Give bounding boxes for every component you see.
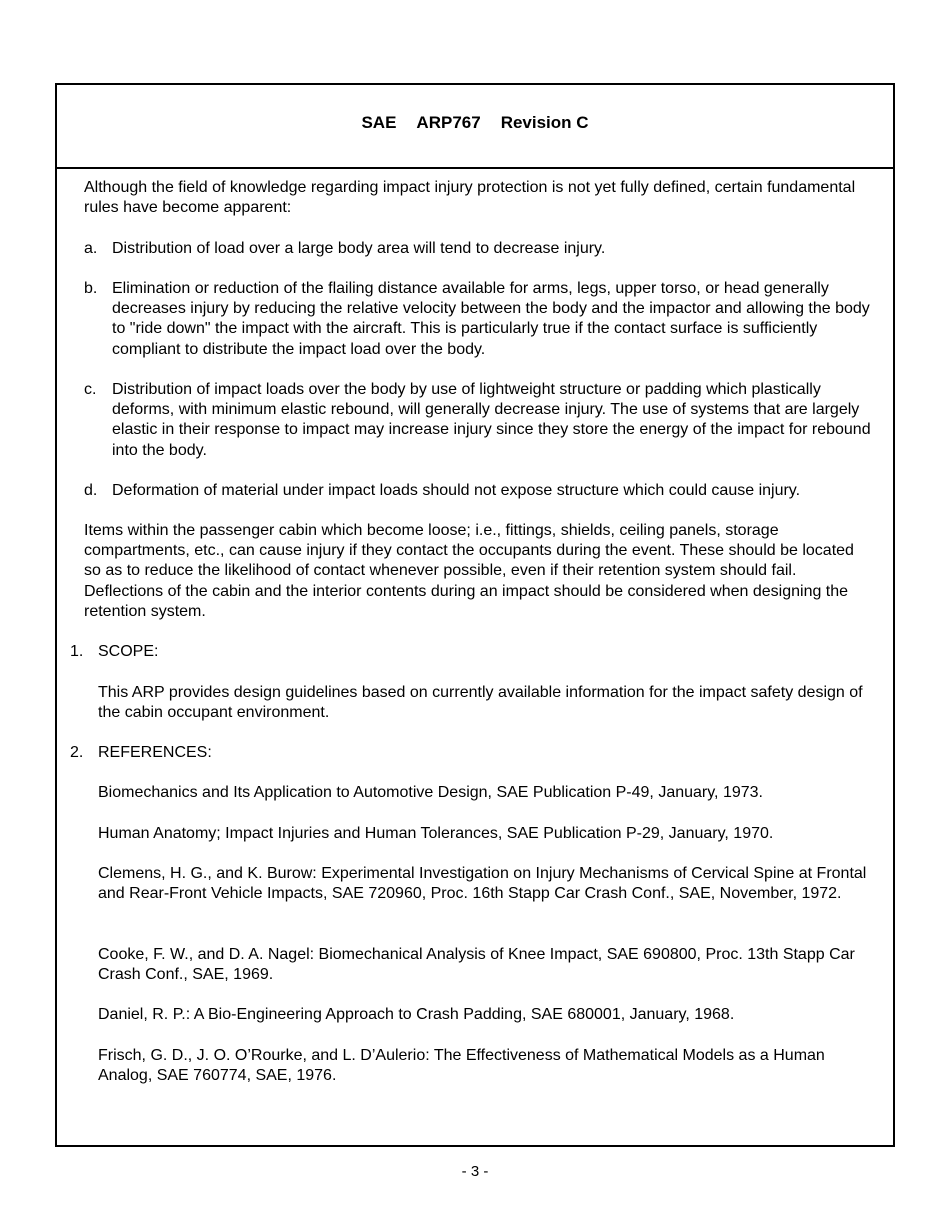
header-doc-number: ARP767 — [416, 113, 481, 132]
rule-marker: a. — [84, 240, 98, 257]
section-title: SCOPE: — [98, 643, 159, 660]
reference-item: Daniel, R. P.: A Bio-Engineering Approach to Crash Padding, SAE 680001, January, 1968. — [98, 1006, 735, 1023]
rule-text: Deformation of material under impact loads should not expose structure which could cause injury. — [112, 482, 801, 499]
rule-marker: b. — [84, 280, 98, 297]
rule-text: Distribution of impact loads over the body by use of lightweight structure or padding which plastically deforms, with minimum elastic rebound, will generally decrease injury. The use of systems that are largely elastic in their response to impact may increase injury since they store the energy of the impact for rebound into the body. — [112, 381, 871, 459]
header-title — [57, 113, 893, 133]
rule-item-b — [84, 279, 874, 360]
reference-item: Biomechanics and Its Application to Automotive Design, SAE Publication P-49, January, 1973. — [98, 784, 763, 801]
scope-text: This ARP provides design guidelines based on currently available information for the impact safety design of the cabin occupant environment. — [98, 684, 863, 722]
rule-item-a — [84, 239, 874, 259]
loose-items-paragraph: Items within the passenger cabin which become loose; i.e., fittings, shields, ceiling panels, storage compartments, etc., can cause injury if they contact the occupants during the event. These should be located so as to reduce the likelihood of contact whenever possible, even if their retention system should fail. Deflections of the cabin and the interior contents during an impact should be considered when designing the retention system. — [84, 522, 854, 620]
page-number: - 3 - — [461, 1163, 489, 1180]
rule-marker: d. — [84, 482, 98, 499]
reference-item: Human Anatomy; Impact Injuries and Human Tolerances, SAE Publication P-29, January, 1970. — [98, 825, 774, 842]
rule-text: Distribution of load over a large body area will tend to decrease injury. — [112, 240, 606, 257]
section-number: 2. — [70, 744, 84, 761]
rule-item-d — [84, 481, 874, 501]
rule-marker: c. — [84, 381, 97, 398]
section-title: REFERENCES: — [98, 744, 212, 761]
reference-item: Cooke, F. W., and D. A. Nagel: Biomechanical Analysis of Knee Impact, SAE 690800, Proc. 13th Stapp Car Crash Conf., SAE, 1969. — [98, 946, 855, 984]
rule-item-c — [84, 380, 874, 461]
section-number: 1. — [70, 643, 84, 660]
header-org: SAE — [361, 113, 397, 132]
header-revision: Revision C — [500, 113, 589, 132]
intro-paragraph: Although the field of knowledge regarding impact injury protection is not yet fully defined, certain fundamental rules have become apparent: — [84, 179, 856, 217]
page-frame — [55, 83, 895, 1147]
section-scope — [70, 642, 870, 662]
rule-text: Elimination or reduction of the flailing distance available for arms, legs, upper torso, or head generally decreases injury by reducing the relative velocity between the body and the impactor and allowing the body to "ride down" the impact with the aircraft. This is particularly true if the contact surface is sufficiently compliant to distribute the impact load over the body. — [112, 280, 870, 358]
document-header — [57, 85, 893, 169]
reference-item: Frisch, G. D., J. O. O’Rourke, and L. D’Aulerio: The Effectiveness of Mathematical Models as a Human Analog, SAE 760774, SAE, 1976. — [98, 1047, 825, 1085]
reference-item: Clemens, H. G., and K. Burow: Experimental Investigation on Injury Mechanisms of Cervical Spine at Frontal and Rear-Front Vehicle Impacts, SAE 720960, Proc. 16th Stapp Car Crash Conf., SAE, November, 1972. — [98, 865, 867, 903]
section-references — [70, 743, 870, 763]
